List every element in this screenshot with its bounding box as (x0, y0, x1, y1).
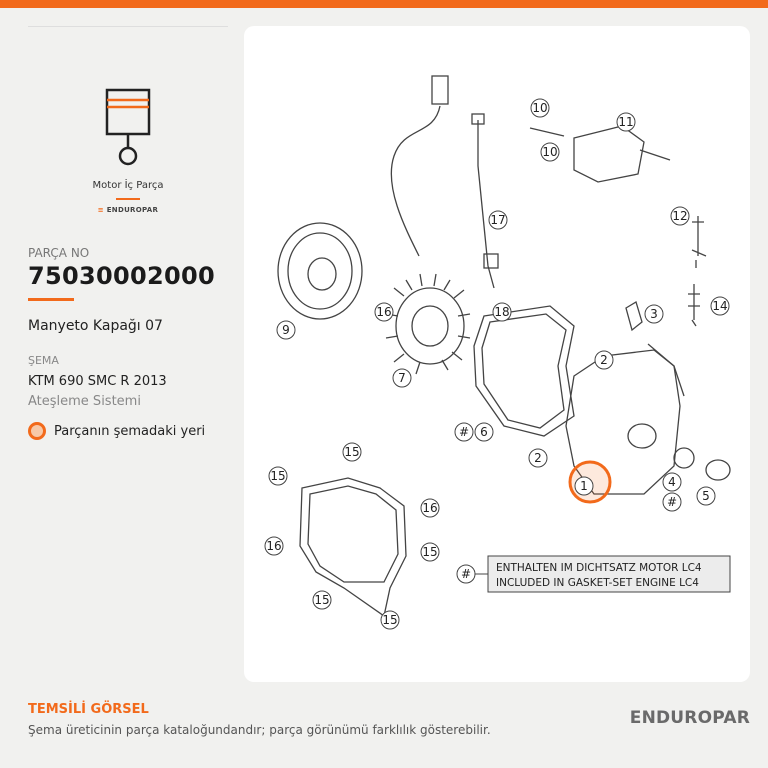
callout-15-d (313, 591, 331, 609)
callout-2-b (529, 449, 547, 467)
callout-15-a (343, 443, 361, 461)
svg-text:15: 15 (270, 469, 286, 483)
svg-text:11: 11 (618, 115, 634, 129)
note-symbol: # (460, 567, 472, 581)
svg-text:3: 3 (650, 307, 658, 321)
note-box (457, 556, 730, 592)
callout-16-a (375, 303, 393, 321)
part-number: 75030002000 (28, 262, 215, 290)
callout-5 (697, 487, 715, 505)
svg-text:1: 1 (580, 479, 588, 493)
note-line-1: ENTHALTEN IM DICHTSATZ MOTOR LC4 (496, 562, 702, 574)
callout-9 (277, 321, 295, 339)
callout-16-b (421, 499, 439, 517)
representative-title: TEMSİLİ GÖRSEL (28, 702, 149, 717)
brand-logo-icon: ≡ (97, 206, 104, 214)
svg-text:16: 16 (376, 305, 392, 319)
svg-text:15: 15 (422, 545, 438, 559)
callout-15-c (421, 543, 439, 561)
svg-text:7: 7 (398, 371, 406, 385)
svg-text:17: 17 (490, 213, 506, 227)
callout-hash-a (455, 423, 473, 441)
svg-text:10: 10 (542, 145, 558, 159)
svg-text:#: # (666, 495, 678, 509)
callout-15-e (381, 611, 399, 629)
schema-model: KTM 690 SMC R 2013 (28, 374, 167, 389)
callout-15-b (269, 467, 287, 485)
callout-hash-b (663, 493, 681, 511)
svg-text:2: 2 (534, 451, 542, 465)
legend (28, 422, 205, 440)
category-brand-text: ENDUROPAR (106, 206, 159, 214)
callout-7 (393, 369, 411, 387)
schema-system: Ateşleme Sistemi (28, 394, 141, 409)
callout-2-a (595, 351, 613, 369)
svg-text:15: 15 (382, 613, 398, 627)
callout-6 (475, 423, 493, 441)
svg-text:16: 16 (266, 539, 282, 553)
diagram-drawing (244, 26, 750, 682)
svg-text:2: 2 (600, 353, 608, 367)
svg-text:6: 6 (480, 425, 488, 439)
exploded-diagram (244, 26, 750, 682)
category-brand (28, 206, 228, 214)
svg-text:15: 15 (314, 593, 330, 607)
svg-text:15: 15 (344, 445, 360, 459)
callout-1 (575, 477, 593, 495)
callout-18 (493, 303, 511, 321)
representative-subtitle: Şema üreticinin parça kataloğundandır; parça görünümü farklılık gösterebilir. (28, 723, 491, 737)
highlight-marker-icon (28, 422, 46, 440)
callout-16-c (265, 537, 283, 555)
note-line-2: INCLUDED IN GASKET-SET ENGINE LC4 (496, 577, 699, 589)
divider (28, 26, 228, 27)
part-name: Manyeto Kapağı 07 (28, 318, 163, 334)
svg-text:4: 4 (668, 475, 676, 489)
part-number-underline (28, 298, 74, 301)
callout-10-a (531, 99, 549, 117)
callout-10-b (541, 143, 559, 161)
callout-14 (711, 297, 729, 315)
svg-text:14: 14 (712, 299, 728, 313)
top-accent-bar (0, 0, 768, 8)
footer-brand: ENDUROPAR (629, 708, 750, 728)
schema-label: ŞEMA (28, 354, 59, 367)
svg-text:10: 10 (532, 101, 548, 115)
callout-4 (663, 473, 681, 491)
svg-text:#: # (458, 425, 470, 439)
svg-text:9: 9 (282, 323, 290, 337)
svg-text:5: 5 (702, 489, 710, 503)
callout-3 (645, 305, 663, 323)
category-name: Motor İç Parça (92, 180, 164, 191)
svg-text:18: 18 (494, 305, 510, 319)
piston-icon (28, 80, 228, 170)
category-card (28, 80, 228, 214)
legend-text: Parçanın şemadaki yeri (54, 423, 206, 439)
svg-text:12: 12 (672, 209, 688, 223)
svg-text:16: 16 (422, 501, 438, 515)
callout-17 (489, 211, 507, 229)
category-underline (116, 198, 140, 200)
callout-11 (617, 113, 635, 131)
part-number-label: PARÇA NO (28, 246, 90, 260)
callout-12 (671, 207, 689, 225)
